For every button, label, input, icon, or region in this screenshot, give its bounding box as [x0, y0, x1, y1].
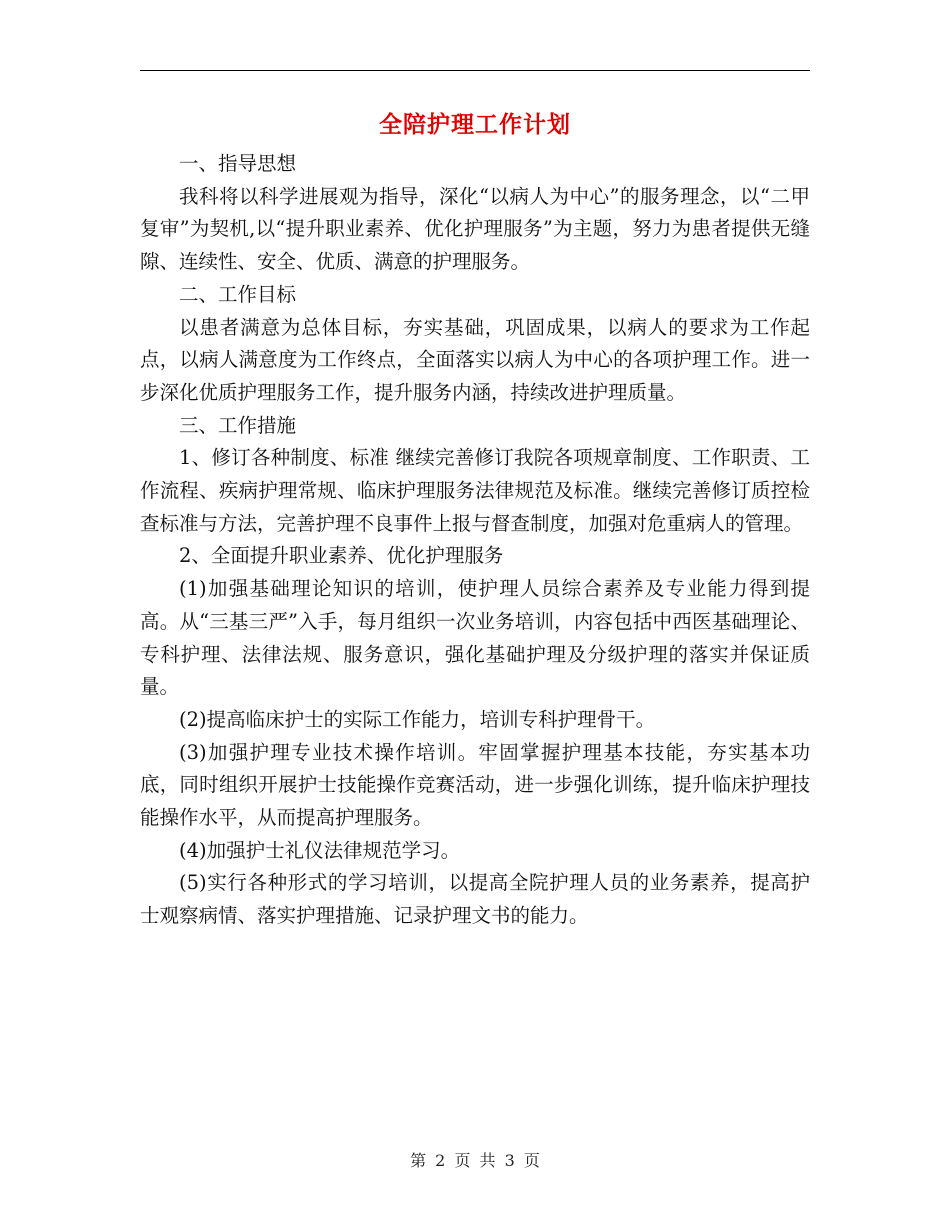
paragraph: 我科将以科学进展观为指导，深化“以病人为中心”的服务理念，以“二甲复审”为契机,以“提升职业素养、优化护理服务”为主题，努力为患者提供无缝隙、连续性、安全、优质、满意的护理服务。 [140, 184, 810, 274]
document-title: 全陪护理工作计划 [379, 111, 571, 138]
paragraph: 以患者满意为总体目标，夯实基础，巩固成果，以病人的要求为工作起点，以病人满意度为工作终点，全面落实以病人为中心的各项护理工作。进一步深化优质护理服务工作，提升服务内涵，持续改进护理质量。 [140, 315, 810, 404]
paragraph: 1、修订各种制度、标准 继续完善修订我院各项规章制度、工作职责、工作流程、疾病护理常规、临床护理服务法律规范及标准。继续完善修订质控检查标准与方法，完善护理不良事件上报与督查制度，加强对危重病人的管理。 [140, 446, 810, 535]
document-body [140, 148, 810, 933]
header-rule [140, 70, 810, 71]
paragraph: (3)加强护理专业技术操作培训。牢固掌握护理基本技能，夯实基本功底，同时组织开展护士技能操作竞赛活动，进一步强化训练，提升临床护理技能操作水平，从而提高护理服务。 [140, 740, 810, 830]
heading-guiding-ideology: 一、指导思想 [179, 152, 297, 175]
paragraph: (5)实行各种形式的学习培训，以提高全院护理人员的业务素养，提高护士观察病情、落实护理措施、记录护理文书的能力。 [140, 871, 810, 928]
page-number: 第 2 页 共 3 页 [410, 1151, 540, 1170]
paragraph: (2)提高临床护士的实际工作能力，培训专科护理骨干。 [179, 707, 656, 731]
paragraph: 2、全面提升职业素养、优化护理服务 [179, 544, 504, 568]
paragraph: (4)加强护士礼仪法律规范学习。 [179, 838, 461, 862]
heading-work-measures: 三、工作措施 [179, 413, 297, 437]
paragraph: (1)加强基础理论知识的培训，使护理人员综合素养及专业能力得到提高。从“三基三严”入手，每月组织一次业务培训，内容包括中西医基础理论、专科护理、法律法规、服务意识，强化基础护理及分级护理的落实并保证质量。 [140, 577, 810, 699]
heading-work-goals: 二、工作目标 [179, 282, 297, 306]
